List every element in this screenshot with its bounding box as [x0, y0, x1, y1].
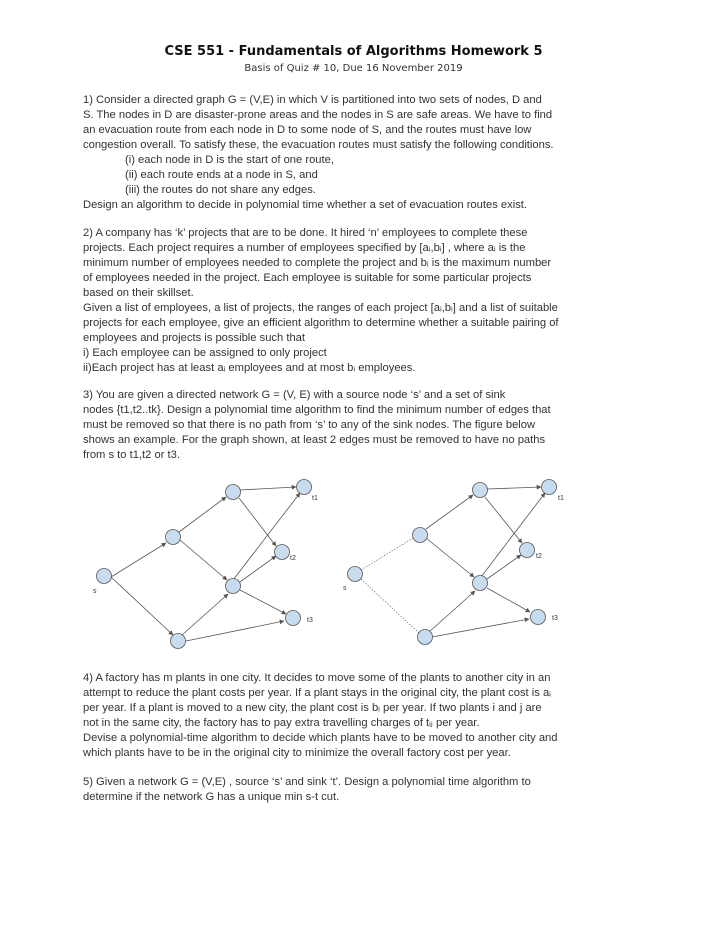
edge: [240, 556, 276, 582]
node-t3: [286, 611, 301, 626]
q2-line: Given a list of employees, a list of projects, the ranges of each project [aᵢ,bᵢ] and a list of suitable: [83, 302, 558, 314]
edge: [240, 487, 296, 490]
edge: [426, 495, 473, 529]
node-t2: [520, 543, 535, 558]
q1-condition: (i) each node in D is the start of one route,: [125, 154, 334, 166]
question-2: [83, 226, 633, 376]
q4-line: not in the same city, the factory has to pay extra travelling charges of tᵢⱼ per year.: [83, 717, 480, 729]
node: [226, 579, 241, 594]
edge: [186, 621, 284, 641]
edge: [233, 493, 300, 580]
q1-line: S. The nodes in D are disaster-prone areas and the nodes in S are safe areas. We have to find: [83, 109, 553, 121]
q3-line: shows an example. For the graph shown, at least 2 edges must be removed to have no paths: [83, 434, 546, 446]
label-t1: t1: [312, 495, 318, 502]
q2-line: based on their skillset.: [83, 287, 194, 299]
q3-line: must be removed so that there is no path from ‘s’ to any of the sink nodes. The figure below: [83, 419, 536, 431]
edge: [111, 577, 173, 635]
edge: [481, 493, 545, 577]
edge: [111, 543, 166, 577]
label-s: s: [343, 585, 347, 592]
q2-line: projects for each employee, give an efficient algorithm to determine whether a suitable pairing of: [83, 317, 559, 329]
node-t2: [275, 545, 290, 560]
q2-line: employees and projects is possible such that: [83, 332, 306, 344]
edge: [179, 497, 226, 532]
q4-line: 4) A factory has m plants in one city. It decides to move some of the plants to another city in an: [83, 672, 551, 684]
label-s: s: [93, 588, 97, 595]
node-s: [348, 567, 363, 582]
q4-line: attempt to reduce the plant costs per year. If a plant stays in the original city, the plant cost is aᵢ: [83, 687, 551, 699]
label-t1: t1: [558, 495, 564, 502]
edge: [485, 497, 522, 543]
node: [473, 576, 488, 591]
q4-line: Devise a polynomial-time algorithm to decide which plants have to be moved to another city and: [83, 732, 558, 744]
node: [226, 485, 241, 500]
q1-line: Design an algorithm to decide in polynomial time whether a set of evacuation routes exist.: [83, 199, 528, 211]
edge: [180, 540, 227, 580]
edge-removed: [361, 579, 419, 633]
node: [473, 483, 488, 498]
page-title: CSE 551 - Fundamentals of Algorithms Homework 5: [164, 44, 543, 59]
right-graph-edges: [361, 487, 545, 637]
node-t3: [531, 610, 546, 625]
q1-line: an evacuation route from each node in D to some node of S, and the routes must have low: [83, 124, 532, 136]
left-graph-nodes: [97, 480, 312, 649]
question-4: [83, 671, 633, 761]
label-t3: t3: [307, 617, 313, 624]
node: [418, 630, 433, 645]
node: [413, 528, 428, 543]
node-t1: [542, 480, 557, 495]
edge: [182, 594, 228, 635]
q4-line: which plants have to be in the original city to minimize the overall factory cost per year.: [83, 747, 511, 759]
q2-line: i) Each employee can be assigned to only project: [83, 347, 327, 359]
q2-line: minimum number of employees needed to complete the project and bᵢ is the maximum number: [83, 257, 552, 269]
question-3: [83, 388, 633, 463]
edge: [487, 555, 521, 579]
node-t1: [297, 480, 312, 495]
q1-line: 1) Consider a directed graph G = (V,E) in which V is partitioned into two sets of nodes, D and: [83, 94, 542, 106]
edge: [487, 588, 530, 612]
page-subtitle: Basis of Quiz # 10, Due 16 November 2019: [244, 63, 463, 74]
left-graph-edges: [111, 487, 300, 641]
node: [166, 530, 181, 545]
edge: [487, 487, 541, 489]
q5-line: 5) Given a network G = (V,E) , source ‘s’ and sink ‘t’. Design a polynomial time algorithm to: [83, 776, 531, 788]
question-1: [83, 93, 633, 213]
q3-line: from s to t1,t2 or t3.: [83, 449, 180, 461]
q1-condition: (ii) each route ends at a node in S, and: [125, 169, 318, 181]
q1-condition: (iii) the routes do not share any edges.: [125, 184, 316, 196]
edge: [240, 590, 286, 614]
label-t2: t2: [290, 555, 296, 562]
edge: [426, 538, 474, 577]
q2-line: projects. Each project requires a number of employees specified by [aᵢ,bᵢ] , where aᵢ is the: [83, 242, 526, 254]
graph-figure: [80, 470, 600, 660]
q2-line: 2) A company has ‘k’ projects that are to be done. It hired ‘n’ employees to complete these: [83, 227, 528, 239]
edge: [429, 591, 475, 632]
label-t3: t3: [552, 615, 558, 622]
edge: [432, 619, 529, 637]
q4-line: per year. If a plant is moved to a new city, the plant cost is bᵢ per year. If two plants i and j are: [83, 702, 542, 714]
q3-line: 3) You are given a directed network G = (V, E) with a source node ‘s’ and a set of sink: [83, 389, 506, 401]
q5-line: determine if the network G has a unique min s-t cut.: [83, 791, 340, 803]
label-t2: t2: [536, 553, 542, 560]
question-5: [83, 775, 633, 805]
node: [171, 634, 186, 649]
q3-line: nodes {t1,t2..tk}. Design a polynomial time algorithm to find the minimum number of edges that: [83, 404, 551, 416]
edge: [239, 498, 276, 546]
q2-line: ii)Each project has at least aᵢ employees and at most bᵢ employees.: [83, 362, 416, 374]
edge-removed: [361, 538, 413, 570]
q2-line: of employees needed in the project. Each employee is suitable for some particular projects: [83, 272, 532, 284]
q1-line: congestion overall. To satisfy these, the evacuation routes must satisfy the following conditions.: [83, 139, 554, 151]
node-s: [97, 569, 112, 584]
